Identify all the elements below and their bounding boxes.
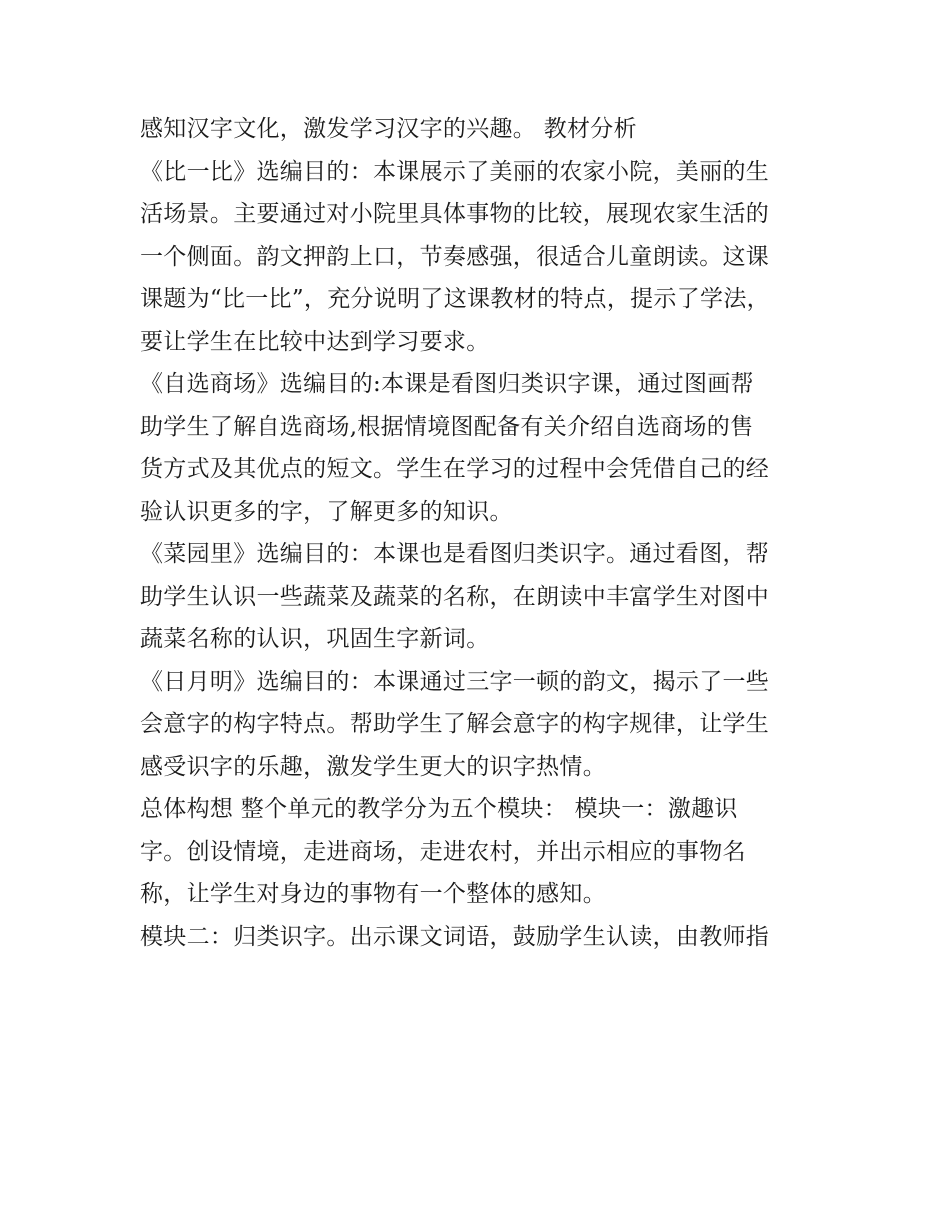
body-text	[140, 108, 820, 958]
text-line: 助学生认识一些蔬菜及蔬菜的名称，在朗读中丰富学生对图中	[140, 583, 770, 610]
text-line: 一个侧面。韵文押韵上口，节奏感强，很适合儿童朗读。这课	[140, 243, 770, 270]
text-line: 总体构想 整个单元的教学分为五个模块： 模块一：激趣识	[140, 796, 738, 822]
text-line: 要让学生在比较中达到学习要求。	[140, 328, 490, 355]
text-line: 《菜园里》选编目的：本课也是看图归类识字。通过看图，帮	[140, 541, 770, 567]
text-line: 模块二：归类识字。出示课文词语，鼓励学生认读，由教师指	[140, 923, 770, 950]
text-line: 活场景。主要通过对小院里具体事物的比较，展现农家生活的	[140, 201, 770, 227]
text-line: 称，让学生对身边的事物有一个整体的感知。	[140, 881, 606, 907]
text-line: 《日月明》选编目的：本课通过三字一顿的韵文，揭示了一些	[140, 668, 770, 695]
text-line: 助学生了解自选商场,根据情境图配备有关介绍自选商场的售	[140, 413, 754, 440]
text-line: 感知汉字文化，激发学习汉字的兴趣。 教材分析	[140, 116, 637, 142]
text-line: 货方式及其优点的短文。学生在学习的过程中会凭借自己的经	[140, 456, 770, 482]
text-line: 感受识字的乐趣，激发学生更大的识字热情。	[140, 753, 606, 780]
text-line: 《自选商场》选编目的:本课是看图归类识字课，通过图画帮	[140, 371, 754, 397]
text-line: 验认识更多的字，了解更多的知识。	[140, 498, 513, 525]
text-line: 会意字的构字特点。帮助学生了解会意字的构字规律，让学生	[140, 711, 770, 737]
text-line: 字。创设情境，走进商场，走进农村，并出示相应的事物名	[140, 838, 746, 865]
text-line: 课题为“比一比”，充分说明了这课教材的特点，提示了学法，	[140, 286, 770, 312]
text-line: 《比一比》选编目的：本课展示了美丽的农家小院，美丽的生	[140, 158, 770, 185]
text-line: 蔬菜名称的认识，巩固生字新词。	[140, 626, 490, 652]
